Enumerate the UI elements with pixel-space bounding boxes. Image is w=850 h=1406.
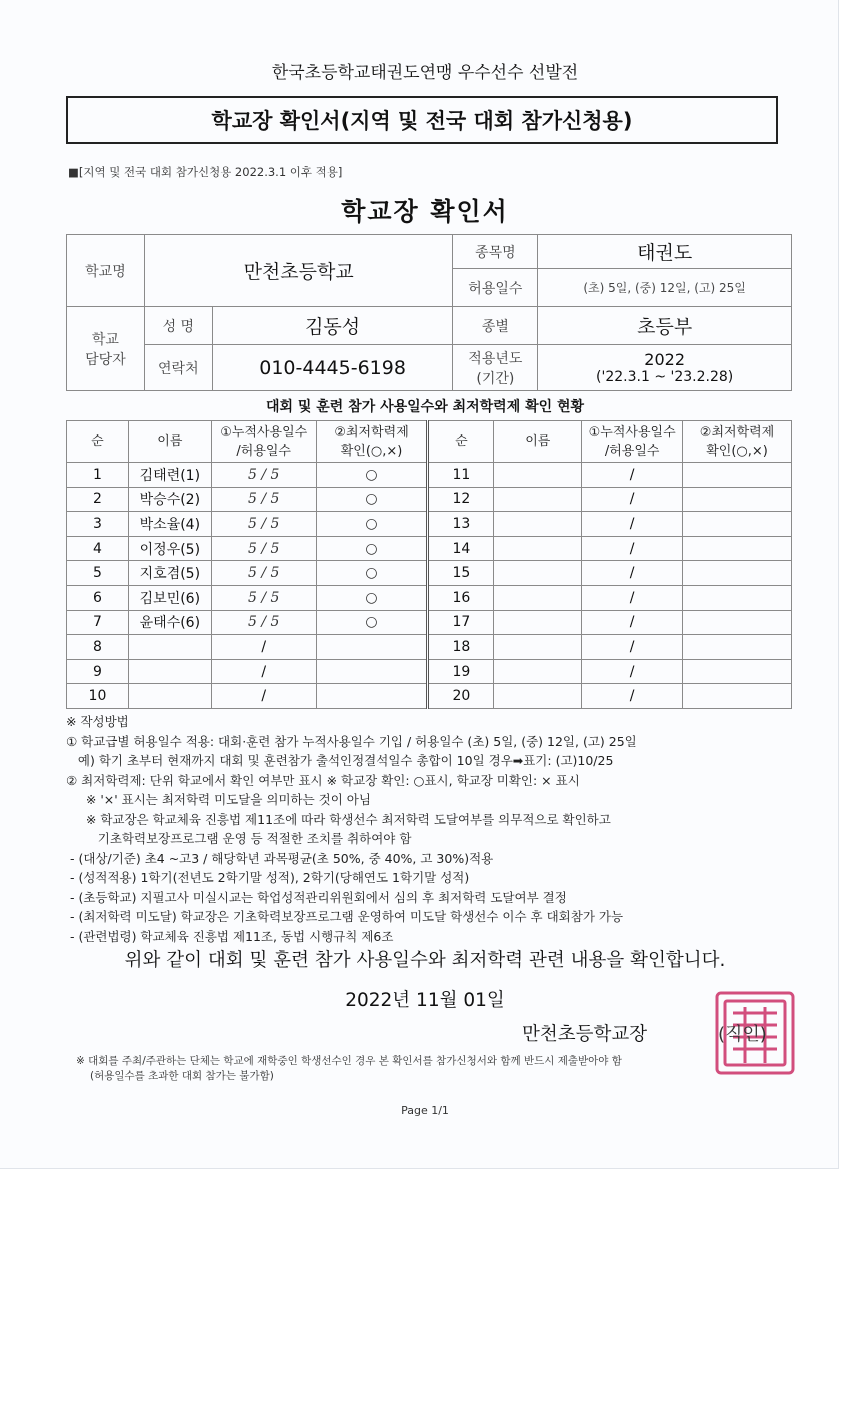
footnote-line1: ※ 대회를 주최/주관하는 단체는 학교에 재학중인 학생선수인 경우 본 확인서를 참가신청서와 함께 반드시 제출받아야 함 <box>76 1055 622 1067</box>
person-in-charge-label <box>67 307 145 391</box>
col-check-2-line2: 확인(○,×) <box>706 443 768 459</box>
row-check-2 <box>683 463 792 488</box>
row-check-2 <box>683 487 792 512</box>
row-name-2 <box>494 610 582 635</box>
row-name-2 <box>494 635 582 660</box>
row-name <box>128 684 211 709</box>
row-check: ○ <box>316 585 428 610</box>
row-no-2: 15 <box>428 561 494 586</box>
col-name-2: 이름 <box>494 421 582 463</box>
allowed-days-label: 허용일수 <box>453 269 538 307</box>
row-check-2 <box>683 585 792 610</box>
col-check-2-line1: ②최저학력제 <box>699 424 775 440</box>
row-check-2 <box>683 684 792 709</box>
row-no-2: 14 <box>428 536 494 561</box>
col-check-2 <box>683 421 792 463</box>
row-name-2 <box>494 487 582 512</box>
row-name: 김태련(1) <box>128 463 211 488</box>
col-check <box>316 421 428 463</box>
table-row <box>67 487 792 512</box>
row-no-2: 20 <box>428 684 494 709</box>
instruction-line: ※ 학교장은 학교체육 진흥법 제11조에 따라 학생선수 최저학력 도달여부를 의무적으로 확인하고 <box>66 811 611 827</box>
instruction-line: - (대상/기준) 초4 ~고3 / 해당학년 과목평균(초 50%, 중 40%, 고 30%)적용 <box>66 850 494 866</box>
year-label <box>453 345 538 391</box>
instruction-line: ※ 작성방법 <box>66 714 129 729</box>
instruction-line: ② 최저학력제: 단위 학교에서 확인 여부만 표시 ※ 학교장 확인: ○표시, 학교장 미확인: × 표시 <box>66 772 580 788</box>
col-days-line2: /허용일수 <box>236 443 291 459</box>
row-check <box>316 684 428 709</box>
instruction-line: 기초학력보장프로그램 운영 등 적절한 조치를 취하여야 함 <box>66 831 412 846</box>
person-name-label: 성 명 <box>144 307 212 345</box>
table-row <box>67 585 792 610</box>
row-no-2: 12 <box>428 487 494 512</box>
row-days: 5 / 5 <box>211 585 316 610</box>
row-no-2: 17 <box>428 610 494 635</box>
row-no: 4 <box>67 536 129 561</box>
row-name-2 <box>494 561 582 586</box>
row-days: / <box>211 635 316 660</box>
col-days-line1: ①누적사용일수 <box>220 424 308 440</box>
instruction-line: ※ '×' 표시는 최저학력 미도달을 의미하는 것이 아님 <box>66 792 371 807</box>
usage-section-title: 대회 및 훈련 참가 사용일수와 최저학력제 확인 현황 <box>265 399 585 415</box>
row-check: ○ <box>316 561 428 586</box>
row-days: 5 / 5 <box>211 512 316 537</box>
usage-table <box>66 420 792 709</box>
row-days-2: / <box>582 610 683 635</box>
row-name: 김보민(6) <box>128 585 211 610</box>
competition-header: 한국초등학교태권도연맹 우수선수 선발전 <box>271 63 579 83</box>
school-name-label: 학교명 <box>67 235 145 307</box>
row-no: 9 <box>67 659 129 684</box>
row-days-2: / <box>582 684 683 709</box>
row-days: / <box>211 684 316 709</box>
row-name <box>128 659 211 684</box>
table-row <box>67 463 792 488</box>
confirmation-statement: 위와 같이 대회 및 훈련 참가 사용일수와 최저학력 관련 내용을 확인합니다. <box>124 950 726 971</box>
row-name-2 <box>494 659 582 684</box>
allowed-days-value: (초) 5일, (중) 12일, (고) 25일 <box>538 269 792 307</box>
principal-name: 만천초등학교장 <box>522 1024 648 1045</box>
year-label-line2: (기간) <box>476 370 515 387</box>
row-days: 5 / 5 <box>211 463 316 488</box>
year-value-line1: 2022 <box>644 350 685 369</box>
row-days-2: / <box>582 487 683 512</box>
row-name: 박승수(2) <box>128 487 211 512</box>
row-days: 5 / 5 <box>211 610 316 635</box>
table-row <box>67 659 792 684</box>
row-check-2 <box>683 561 792 586</box>
row-no-2: 11 <box>428 463 494 488</box>
form-title-box: 학교장 확인서(지역 및 전국 대회 참가신청용) <box>66 96 778 144</box>
row-name-2 <box>494 585 582 610</box>
table-row <box>67 635 792 660</box>
category-value: 초등부 <box>538 307 792 345</box>
footnote-line2: (허용일수를 초과한 대회 참가는 불가함) <box>90 1070 274 1082</box>
row-no-2: 19 <box>428 659 494 684</box>
person-label-line1: 학교 <box>91 331 119 348</box>
row-check-2 <box>683 536 792 561</box>
col-check-line2: 확인(○,×) <box>340 443 403 459</box>
row-days-2: / <box>582 463 683 488</box>
row-days-2: / <box>582 659 683 684</box>
row-name-2 <box>494 684 582 709</box>
row-check-2 <box>683 610 792 635</box>
row-days-2: / <box>582 536 683 561</box>
row-check-2 <box>683 635 792 660</box>
year-label-line1: 적용년도 <box>468 350 523 367</box>
row-days: / <box>211 659 316 684</box>
row-no: 5 <box>67 561 129 586</box>
row-no: 7 <box>67 610 129 635</box>
instruction-line: - (성적적용) 1학기(전년도 2학기말 성적), 2학기(당해연도 1학기말 성적) <box>66 870 470 885</box>
col-no: 순 <box>67 421 129 463</box>
row-no: 1 <box>67 463 129 488</box>
row-name: 지호겸(5) <box>128 561 211 586</box>
col-no-2: 순 <box>428 421 494 463</box>
row-days-2: / <box>582 635 683 660</box>
row-check: ○ <box>316 463 428 488</box>
instruction-line: 예) 학기 초부터 현재까지 대회 및 훈련참가 출석인정결석일수 총합이 10일 경우➡표기: (고)10/25 <box>66 753 614 768</box>
row-days: 5 / 5 <box>211 487 316 512</box>
applicability-note: ■[지역 및 전국 대회 참가신청용 2022.3.1 이후 적용] <box>68 165 343 179</box>
row-check-2 <box>683 512 792 537</box>
col-days-2-line2: /허용일수 <box>604 443 660 459</box>
instruction-line: - (초등학교) 지필고사 미실시교는 학업성적관리위원회에서 심의 후 최저학력 도달여부 결정 <box>66 889 567 905</box>
row-name: 윤태수(6) <box>128 610 211 635</box>
school-name-value: 만천초등학교 <box>144 235 453 307</box>
row-name-2 <box>494 512 582 537</box>
contact-value: 010-4445-6198 <box>212 345 453 391</box>
row-no: 8 <box>67 635 129 660</box>
issue-date: 2022년 11월 01일 <box>345 990 505 1011</box>
page-number: Page 1/1 <box>401 1104 449 1117</box>
row-check <box>316 659 428 684</box>
table-row <box>67 561 792 586</box>
table-row <box>67 536 792 561</box>
row-name: 박소율(4) <box>128 512 211 537</box>
row-no: 6 <box>67 585 129 610</box>
table-row <box>67 684 792 709</box>
year-value-line2: ('22.3.1 ~ '23.2.28) <box>596 369 734 385</box>
row-name-2 <box>494 536 582 561</box>
col-days <box>211 421 316 463</box>
row-no: 10 <box>67 684 129 709</box>
row-days-2: / <box>582 561 683 586</box>
row-days: 5 / 5 <box>211 536 316 561</box>
footnote <box>76 1054 796 1084</box>
table-row <box>67 512 792 537</box>
row-check: ○ <box>316 610 428 635</box>
contact-label: 연락처 <box>144 345 212 391</box>
row-days-2: / <box>582 585 683 610</box>
col-check-line1: ②최저학력제 <box>334 424 409 440</box>
document-title: 학교장 확인서 <box>341 197 509 226</box>
school-info-table <box>66 234 792 391</box>
row-check: ○ <box>316 536 428 561</box>
table-row <box>67 610 792 635</box>
col-name: 이름 <box>128 421 211 463</box>
seal-label: (직인) <box>718 1024 767 1045</box>
person-label-line2: 담당자 <box>85 351 126 368</box>
row-days: 5 / 5 <box>211 561 316 586</box>
row-no-2: 13 <box>428 512 494 537</box>
row-name-2 <box>494 463 582 488</box>
row-check-2 <box>683 659 792 684</box>
col-days-2 <box>582 421 683 463</box>
row-check <box>316 635 428 660</box>
row-days-2: / <box>582 512 683 537</box>
instructions <box>66 712 796 946</box>
col-days-2-line1: ①누적사용일수 <box>588 424 676 440</box>
instruction-line: ① 학교급별 허용일수 적용: 대회·훈련 참가 누적사용일수 기입 / 허용일수 (초) 5일, (중) 12일, (고) 25일 <box>66 733 637 749</box>
row-no-2: 16 <box>428 585 494 610</box>
row-check: ○ <box>316 487 428 512</box>
instruction-line: - (최저학력 미도달) 학교장은 기초학력보장프로그램 운영하여 미도달 학생선수 이수 후 대회참가 가능 <box>66 909 624 924</box>
row-no-2: 18 <box>428 635 494 660</box>
event-value: 태권도 <box>538 235 792 269</box>
row-name <box>128 635 211 660</box>
row-check: ○ <box>316 512 428 537</box>
instruction-line: - (관련법령) 학교체육 진흥법 제11조, 동법 시행규칙 제6조 <box>66 928 394 944</box>
row-name: 이정우(5) <box>128 536 211 561</box>
row-no: 3 <box>67 512 129 537</box>
category-label: 종별 <box>453 307 538 345</box>
event-label: 종목명 <box>453 235 538 269</box>
person-name-value: 김동성 <box>212 307 453 345</box>
year-value <box>538 345 792 391</box>
row-no: 2 <box>67 487 129 512</box>
